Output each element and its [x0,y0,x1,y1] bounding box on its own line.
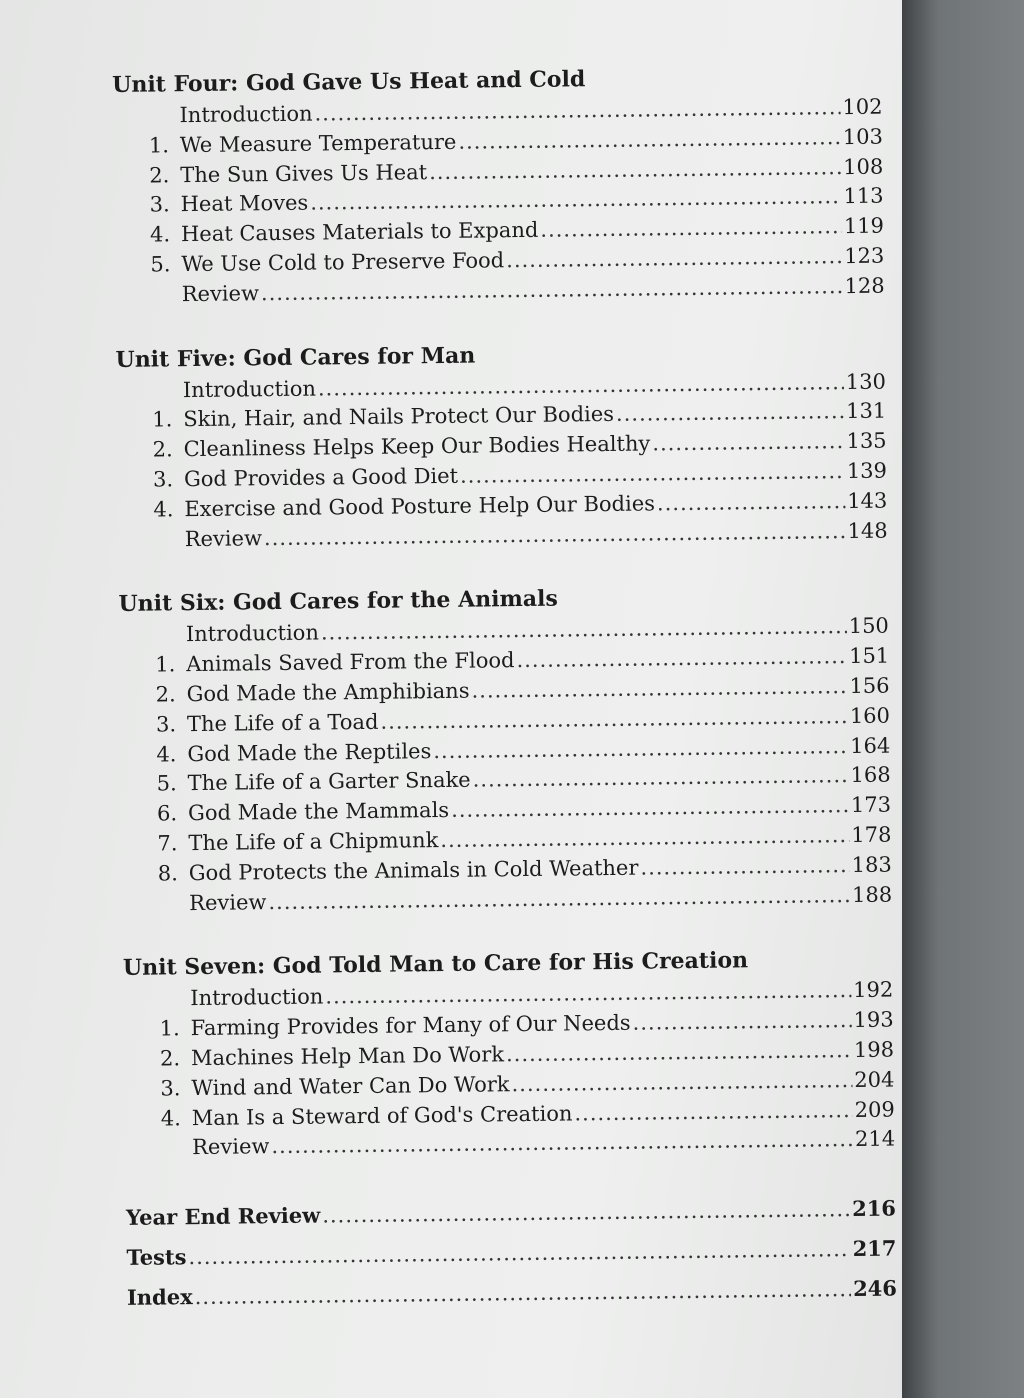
page-number: 168 [850,762,891,788]
entry-number: 4. [156,741,177,767]
dot-leader [268,881,850,918]
entry-number: 3. [160,1075,181,1101]
unit-title: Unit Seven: God Told Man to Care for His Creation [122,947,749,982]
entry-title: The Life of a Garter Snake [187,768,471,796]
dot-leader [322,1189,850,1235]
page-number: 135 [846,428,887,454]
dot-leader [471,672,847,706]
entry-number: 8. [157,860,179,886]
entry-title: Review [181,281,260,306]
entry-title: Introduction [185,620,320,647]
page-number: 148 [847,518,888,543]
entry-number: 7. [157,831,178,856]
dot-leader [458,123,841,157]
entry-title: Review [189,889,267,915]
entry-title: The Life of a Toad [186,709,379,736]
entry-number: 2. [159,1046,181,1071]
dot-leader [574,1096,853,1129]
entry-title: Man Is a Steward of God's Creation [191,1100,573,1130]
unit-title: Unit Five: God Cares for Man [115,342,476,373]
entry-title: We Use Cold to Preserve Food [181,248,505,277]
entry-title: Animals Saved From the Flood [186,648,515,677]
entry-title: Introduction [179,101,313,128]
dot-leader [194,1269,851,1317]
dot-leader [506,1036,852,1070]
entry-title: Index [126,1284,193,1311]
entry-number: 1. [155,652,176,677]
entry-title: God Made the Amphibians [186,678,470,707]
entry-title: Introduction [190,984,324,1011]
entry-title: We Measure Temperature [179,129,457,157]
entry-title: Year End Review [125,1202,321,1231]
dot-leader [511,1066,852,1100]
page-number: 192 [853,977,894,1003]
dot-leader [632,1006,851,1038]
page-number: 204 [854,1067,895,1092]
unit-six [118,580,892,919]
entry-title: Tests [126,1244,187,1271]
book-edge [902,0,1024,1398]
dot-leader [616,397,845,430]
dot-leader [261,272,843,309]
back-matter [126,1189,897,1318]
entry-number: 3. [155,712,177,737]
entry-title: Machines Help Man Do Work [190,1042,505,1071]
entry-title: God Protects the Animals in Cold Weather [188,855,639,885]
page-number: 131 [845,398,887,424]
entry-number: 1. [148,133,170,158]
page-number: 214 [854,1126,896,1152]
dot-leader [451,791,849,826]
unit-five [115,335,888,555]
page-number: 139 [846,458,888,484]
entry-number: 4. [160,1105,181,1130]
page-number: 173 [850,792,892,818]
dot-leader [460,457,845,491]
entry-title: God Provides a Good Diet [183,463,459,492]
entry-number: 6. [156,801,178,826]
unit-title: Unit Four: God Gave Us Heat and Cold [112,66,586,98]
entry-title: Wind and Water Can Do Work [191,1071,510,1100]
dot-leader [264,517,846,554]
entry-title: Skin, Hair, and Nails Protect Our Bodies [183,402,615,432]
entry-title: Farming Provides for Many of Our Needs [190,1010,631,1041]
entry-number: 2. [155,682,176,707]
entry-title: Heat Causes Materials to Expand [180,217,539,247]
table-of-contents [112,61,897,1318]
page-number: 160 [849,703,891,728]
entry-number: 4. [149,222,171,247]
page-number: 119 [843,213,885,239]
page-number: 164 [850,733,891,758]
page-number: 178 [851,822,892,847]
entry-title: God Made the Mammals [187,798,450,826]
page-number: 113 [843,183,884,209]
dot-leader [516,642,847,676]
dot-leader [652,427,845,459]
entry-number: 3. [149,192,170,217]
page-number: 183 [851,852,892,877]
unit-four [112,61,885,311]
page-number: 123 [844,243,885,269]
dot-leader [657,487,846,519]
dot-leader [506,242,842,276]
entry-title: Review [192,1134,270,1160]
entry-number: 2. [149,162,170,188]
entry-title: The Life of a Chipmunk [188,828,439,856]
page-number: 216 [851,1195,897,1222]
page-number: 217 [852,1235,897,1262]
unit-title: Unit Six: God Cares for the Animals [118,585,558,618]
entry-number: 2. [152,437,173,462]
entry-title: Review [184,525,263,551]
page-number: 143 [847,488,888,513]
entry-number: 1. [159,1016,180,1041]
entry-title: Introduction [182,376,317,402]
page-number: 128 [844,273,885,298]
page-number: 103 [842,124,884,149]
page-number: 150 [848,613,889,639]
page-number: 151 [848,643,890,669]
page-number: 209 [854,1097,895,1122]
page-number: 188 [851,882,893,907]
dot-leader [540,212,842,245]
dot-leader [472,761,848,795]
entry-number: 3. [152,467,174,492]
page-number: 156 [849,673,890,698]
page-number: 246 [852,1275,898,1302]
page-number: 198 [853,1037,895,1062]
entry-title: Cleanliness Helps Keep Our Bodies Healthy [183,431,651,462]
entry-number: 1. [152,407,173,432]
entry-title: Exercise and Good Posture Help Our Bodies [184,491,656,521]
page-number: 193 [853,1007,894,1033]
entry-title: God Made the Reptiles [187,738,432,766]
page-number: 130 [845,369,887,394]
entry-number: 4. [153,497,174,522]
entry-title: Heat Moves [180,191,309,217]
dot-leader [640,851,850,883]
page-number: 102 [842,94,883,120]
dot-leader [271,1125,853,1162]
entry-number: 5. [156,771,177,796]
unit-seven [123,944,896,1164]
toc-entry-index [127,1269,897,1318]
entry-number: 5. [150,252,171,277]
page-number: 108 [842,154,884,179]
entry-title: The Sun Gives Us Heat [180,159,428,187]
